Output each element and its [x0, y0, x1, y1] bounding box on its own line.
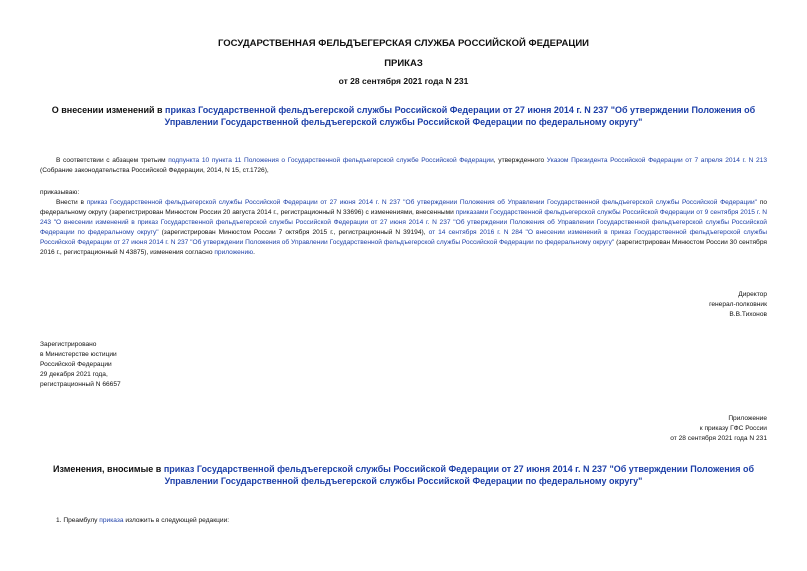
item1-text-1: 1. Преамбулу: [56, 517, 100, 524]
body-link-order-284[interactable]: от 14 сентября 2016 г. N 284 "О внесении изменений в приказ Государственной фельдъегерской службы Российской Федерации от 27 июня 2014 г. N 237 "Об утверждении Положения об Управлении Государственной фельдъегерской службы Российской Федерации по федеральному округу": [40, 229, 767, 246]
registration-block: [40, 340, 121, 390]
appendix-line-1: Приложение: [728, 415, 767, 422]
registration-line-5: регистрационный N 66657: [40, 381, 121, 388]
title-prefix: О внесении изменений в: [51, 105, 166, 115]
body-text-5: .: [253, 249, 255, 256]
preamble-text-1: В соответствии с абзацем третьим: [56, 157, 169, 164]
item1-text-2: изложить в следующей редакции:: [123, 517, 230, 524]
body-text-3: (зарегистрирован Минюстом России 7 октября 2015 г., регистрационный N 39194),: [158, 229, 429, 236]
registration-line-2: в Министерстве юстиции: [40, 351, 117, 358]
title-order-link[interactable]: приказ Государственной фельдъегерской службы Российской Федерации от 27 июня 2014 г. N 237 "Об утверждении Положения об Управлении Государственной фельдъегерской службы Российской Федерации по федеральному округу": [164, 105, 756, 127]
signature-position: Директор: [738, 291, 767, 298]
appendix-line-2: к приказу ГФС России: [699, 425, 767, 432]
body-text-2: по федеральному округу (зарегистрирован Минюстом России 20 августа 2014 г., регистрационный N 33696) с изменениями, внесенными: [40, 199, 767, 216]
body-link-order-243[interactable]: приказами Государственной фельдъегерской службы Российской Федерации от 9 сентября 2015 г. N 243 "О внесении изменений в приказ Государственной фельдъегерской службы Российской Федерации от 27 июня 2014 г. N 237 "Об утверждении Положения об Управлении Государственной фельдъегерской службы Российской Федерации по федеральному округу": [40, 209, 767, 236]
order-word: приказываю:: [40, 189, 80, 196]
date-number-heading: от 28 сентября 2021 года N 231: [338, 76, 469, 86]
changes-title-prefix: Изменения, вносимые в: [53, 464, 164, 474]
body-text-4: (зарегистрирован Минюстом России 30 сентября 2016 г., регистрационный N 43875), изменения согласно: [40, 239, 768, 256]
signature-block: [709, 290, 767, 320]
body-text-1: Внести в: [56, 199, 87, 206]
item1-order-link[interactable]: приказа: [99, 517, 124, 524]
registration-line-3: Российской Федерации: [40, 361, 112, 368]
registration-line-1: Зарегистрировано: [40, 341, 97, 348]
body-link-order-237[interactable]: приказ Государственной фельдъегерской службы Российской Федерации от 27 июня 2014 г. N 237 "Об утверждении Положения об Управлении Государственной фельдъегерской службы Российской Федерации": [86, 199, 757, 206]
body-paragraph: [40, 198, 767, 258]
item-1-paragraph: [40, 516, 767, 526]
changes-title-order-link[interactable]: приказ Государственной фельдъегерской службы Российской Федерации от 27 июня 2014 г. N 237 "Об утверждении Положения об Управлении Государственной фельдъегерской службы Российской Федерации по федеральному округу": [163, 464, 754, 486]
signature-name: В.В.Тихонов: [729, 311, 767, 318]
preamble-text-3: (Собрание законодательства Российской Федерации, 2014, N 15, ст.1726),: [40, 167, 269, 174]
doc-type-heading: ПРИКАЗ: [384, 58, 423, 69]
changes-title: [50, 463, 757, 487]
preamble-link-regulation[interactable]: подпункта 10 пункта 11 Положения о Государственной фельдъегерской службе Российской Федерации: [168, 157, 494, 164]
body-link-appendix[interactable]: приложению: [214, 249, 254, 256]
document-title: [50, 104, 757, 128]
preamble-text-2: , утвержденного: [493, 157, 547, 164]
signature-rank: генерал-полковник: [709, 301, 767, 308]
appendix-line-3: от 28 сентября 2021 года N 231: [670, 435, 767, 442]
preamble-link-decree[interactable]: Указом Президента Российской Федерации от 7 апреля 2014 г. N 213: [546, 157, 767, 164]
agency-heading: ГОСУДАРСТВЕННАЯ ФЕЛЬДЪЕГЕРСКАЯ СЛУЖБА РОССИЙСКОЙ ФЕДЕРАЦИИ: [218, 38, 589, 49]
preamble-paragraph: [40, 156, 767, 176]
appendix-block: [670, 414, 767, 444]
registration-line-4: 29 декабря 2021 года,: [40, 371, 108, 378]
